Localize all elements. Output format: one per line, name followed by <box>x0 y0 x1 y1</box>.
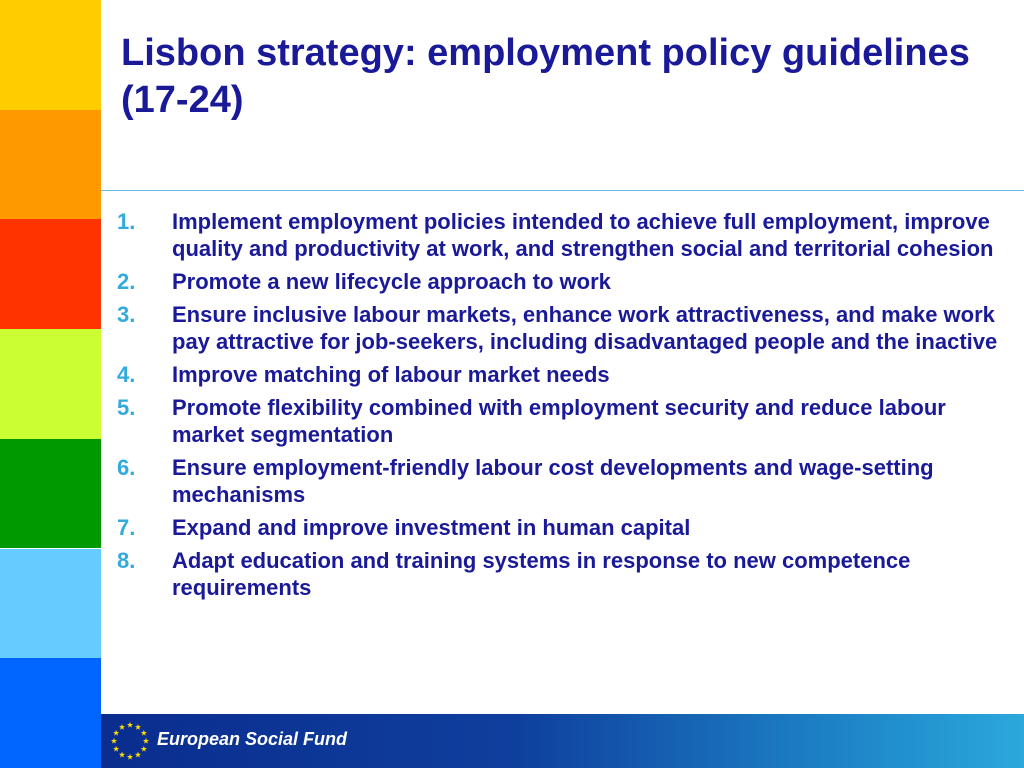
list-item <box>117 361 1007 388</box>
eu-star <box>127 722 133 728</box>
eu-star <box>141 730 147 736</box>
guidelines-list <box>117 208 1007 607</box>
eu-star <box>143 738 149 744</box>
item-number: 2. <box>117 269 136 294</box>
eu-star <box>135 724 141 730</box>
item-number: 3. <box>117 302 136 327</box>
item-number: 7. <box>117 515 136 540</box>
footer-bar <box>101 714 1024 768</box>
list-item <box>117 208 1007 262</box>
eu-star <box>113 730 119 736</box>
eu-stars-icon <box>107 718 153 764</box>
stripe-orange <box>0 110 101 220</box>
list-item <box>117 268 1007 295</box>
stripe-red <box>0 219 101 329</box>
item-number: 6. <box>117 455 136 480</box>
item-text: Ensure inclusive labour markets, enhance work attractiveness, and make work pay attractive for job-seekers, including disadvantaged people and the inactive <box>172 302 998 354</box>
list-item <box>117 547 1007 601</box>
eu-star <box>111 738 117 744</box>
list-item <box>117 394 1007 448</box>
slide-title: Lisbon strategy: employment policy guidelines (17-24) <box>121 32 970 121</box>
color-stripes <box>0 0 101 714</box>
item-text: Implement employment policies intended to achieve full employment, improve quality and productivity at work, and strengthen social and territorial cohesion <box>172 209 994 261</box>
item-number: 8. <box>117 548 136 573</box>
item-number: 1. <box>117 209 136 234</box>
stripe-yellow <box>0 0 101 110</box>
footer-label: European Social Fund <box>157 729 348 749</box>
item-text: Promote a new lifecycle approach to work <box>172 269 611 294</box>
item-text: Ensure employment-friendly labour cost developments and wage-setting mechanisms <box>172 455 934 507</box>
eu-star <box>141 746 147 752</box>
eu-star <box>119 752 125 758</box>
stripe-light-blue <box>0 549 101 659</box>
stripe-blue <box>0 658 101 768</box>
stripe-lime <box>0 329 101 439</box>
eu-star <box>119 724 125 730</box>
title-divider <box>101 190 1024 191</box>
item-text: Improve matching of labour market needs <box>172 362 610 387</box>
list-item <box>117 454 1007 508</box>
item-number: 5. <box>117 395 136 420</box>
eu-star <box>135 752 141 758</box>
stripe-green <box>0 439 101 549</box>
eu-star <box>113 746 119 752</box>
list-item <box>117 514 1007 541</box>
eu-star <box>127 754 133 760</box>
item-text: Expand and improve investment in human capital <box>172 515 691 540</box>
item-text: Adapt education and training systems in response to new competence requirements <box>172 548 911 600</box>
item-number: 4. <box>117 362 136 387</box>
item-text: Promote flexibility combined with employment security and reduce labour market segmentation <box>172 395 946 447</box>
list-item <box>117 301 1007 355</box>
